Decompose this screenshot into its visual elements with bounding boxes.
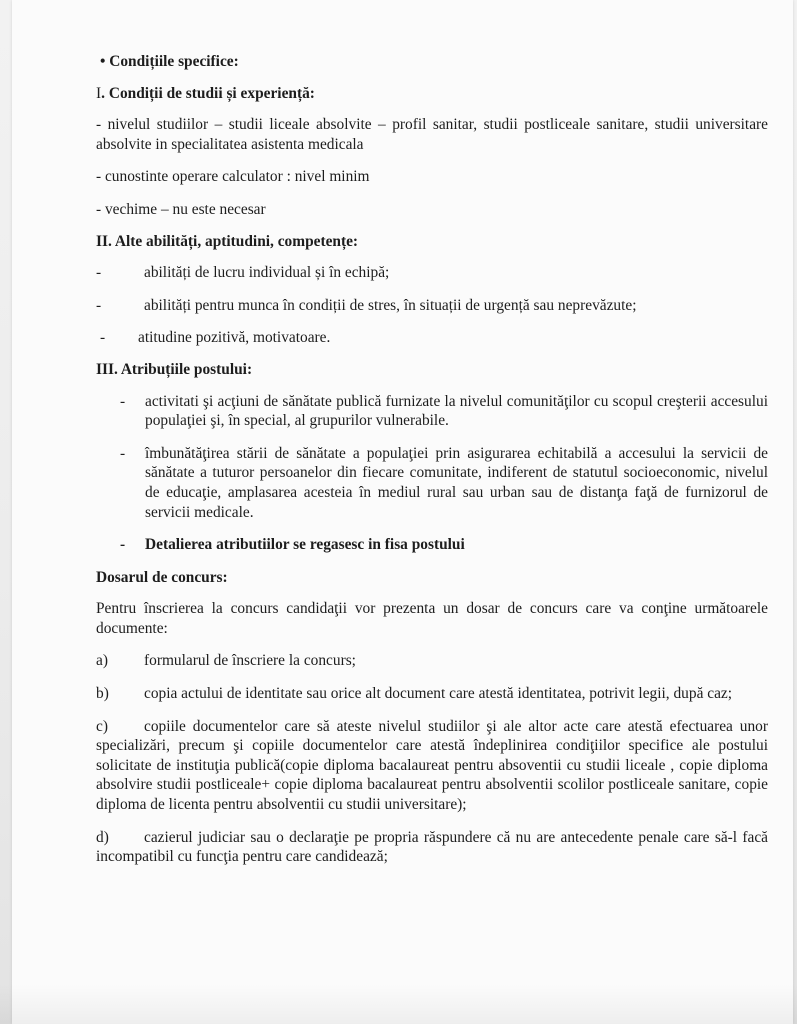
dosar-intro: Pentru înscrierea la concurs candidaţii vor prezenta un dosar de concurs care va conţine următoarele documente:	[96, 600, 768, 637]
dosar-heading: Dosarul de concurs:	[96, 568, 228, 586]
section-1-number: I	[96, 84, 102, 102]
section-3-item-text: Detalierea atributiilor se regasesc in fisa postului	[145, 536, 465, 554]
dosar-item-text: copiile documentelor care să ateste nivelul studiilor şi ale altor acte care atestă efectuarea unor specializări, precum şi copiile documentelor care atestă îndeplinirea condiţiilor specifice ale postului solicitate de instituţia publică(copie diploma bacalaureat pentru absoventii cu studii liceale , copie diploma absolvire studii postliceale+ copie diploma bacalaureat pentru absolventii scolilor postliceale sanitare, copie diploma de licenta pentru absolventii cu studii universitare);	[96, 717, 768, 814]
dash-marker: -	[100, 329, 106, 347]
dash-marker: -	[96, 264, 102, 282]
page-shadow	[0, 984, 797, 1024]
dash-marker: -	[96, 296, 102, 314]
section-3-item-text: activitati şi acţiuni de sănătate publică furnizate la nivelul comunităţilor cu scopul creşterii accesului populaţiei şi, în special, al grupurilor vulnerabile.	[145, 392, 768, 430]
section-1-item: - cunostinte operare calculator : nivel minim	[96, 168, 370, 186]
dash-marker: -	[120, 392, 126, 410]
dosar-item-text: formularul de înscriere la concurs;	[144, 652, 356, 670]
section-3-item	[96, 444, 768, 522]
section-1-item: - nivelul studiilor – studii liceale absolvite – profil sanitar, studii postliceale sanitare, studii universitare absolvite in specialitatea asistenta medicala	[96, 116, 768, 153]
section-3-item-text: îmbunătăţirea stării de sănătate a populaţiei prin asigurarea echitabilă a accesului la servicii de sănătate a tuturor persoanelor din fiecare comunitate, indiferent de statutul socioeconomic, nivelul de educaţie, amplasarea acesteia în mediul rural sau urban sau de distanţa faţă de furnizorul de servicii medicale.	[145, 444, 768, 521]
dosar-item-label: d)	[96, 828, 109, 846]
dosar-item-label: b)	[96, 685, 109, 703]
dosar-item	[96, 717, 768, 815]
dosar-item	[96, 828, 768, 867]
dosar-item-label: c)	[96, 717, 108, 735]
section-2-item-text: abilități pentru munca în condiții de stres, în situații de urgență sau neprevăzute;	[144, 296, 637, 314]
dosar-item-text: cazierul judiciar sau o declaraţie pe propria răspundere că nu are antecedente penale care să-l facă incompatibil cu funcţia pentru care candidează;	[96, 828, 768, 866]
section-1-title: . Condiții de studii și experiență:	[101, 84, 315, 102]
section-2-item-text: abilități de lucru individual și în echipă;	[144, 264, 390, 282]
section-3-heading: III. Atribuțiile postului:	[96, 360, 253, 378]
dosar-item	[96, 684, 768, 704]
dosar-item-text: copia actului de identitate sau orice alt document care atestă identitatea, potrivit legii, după caz;	[144, 685, 733, 703]
document-body	[96, 52, 768, 880]
dosar-item	[96, 651, 768, 671]
dash-marker: -	[120, 444, 126, 462]
specific-conditions-heading: • Condițiile specifice:	[100, 53, 239, 70]
section-1-item: - vechime – nu este necesar	[96, 200, 266, 218]
section-2-item-text: atitudine pozitivă, motivatoare.	[138, 329, 331, 347]
section-2-item	[96, 328, 768, 348]
dosar-item-label: a)	[96, 652, 108, 670]
section-2-item	[96, 296, 768, 316]
section-1-heading	[96, 84, 768, 104]
dash-marker: -	[120, 536, 126, 554]
section-3-item	[96, 392, 768, 431]
section-3-item	[96, 535, 768, 555]
section-2-heading: II. Alte abilități, aptitudini, competențe:	[96, 232, 359, 250]
section-2-item	[96, 263, 768, 283]
